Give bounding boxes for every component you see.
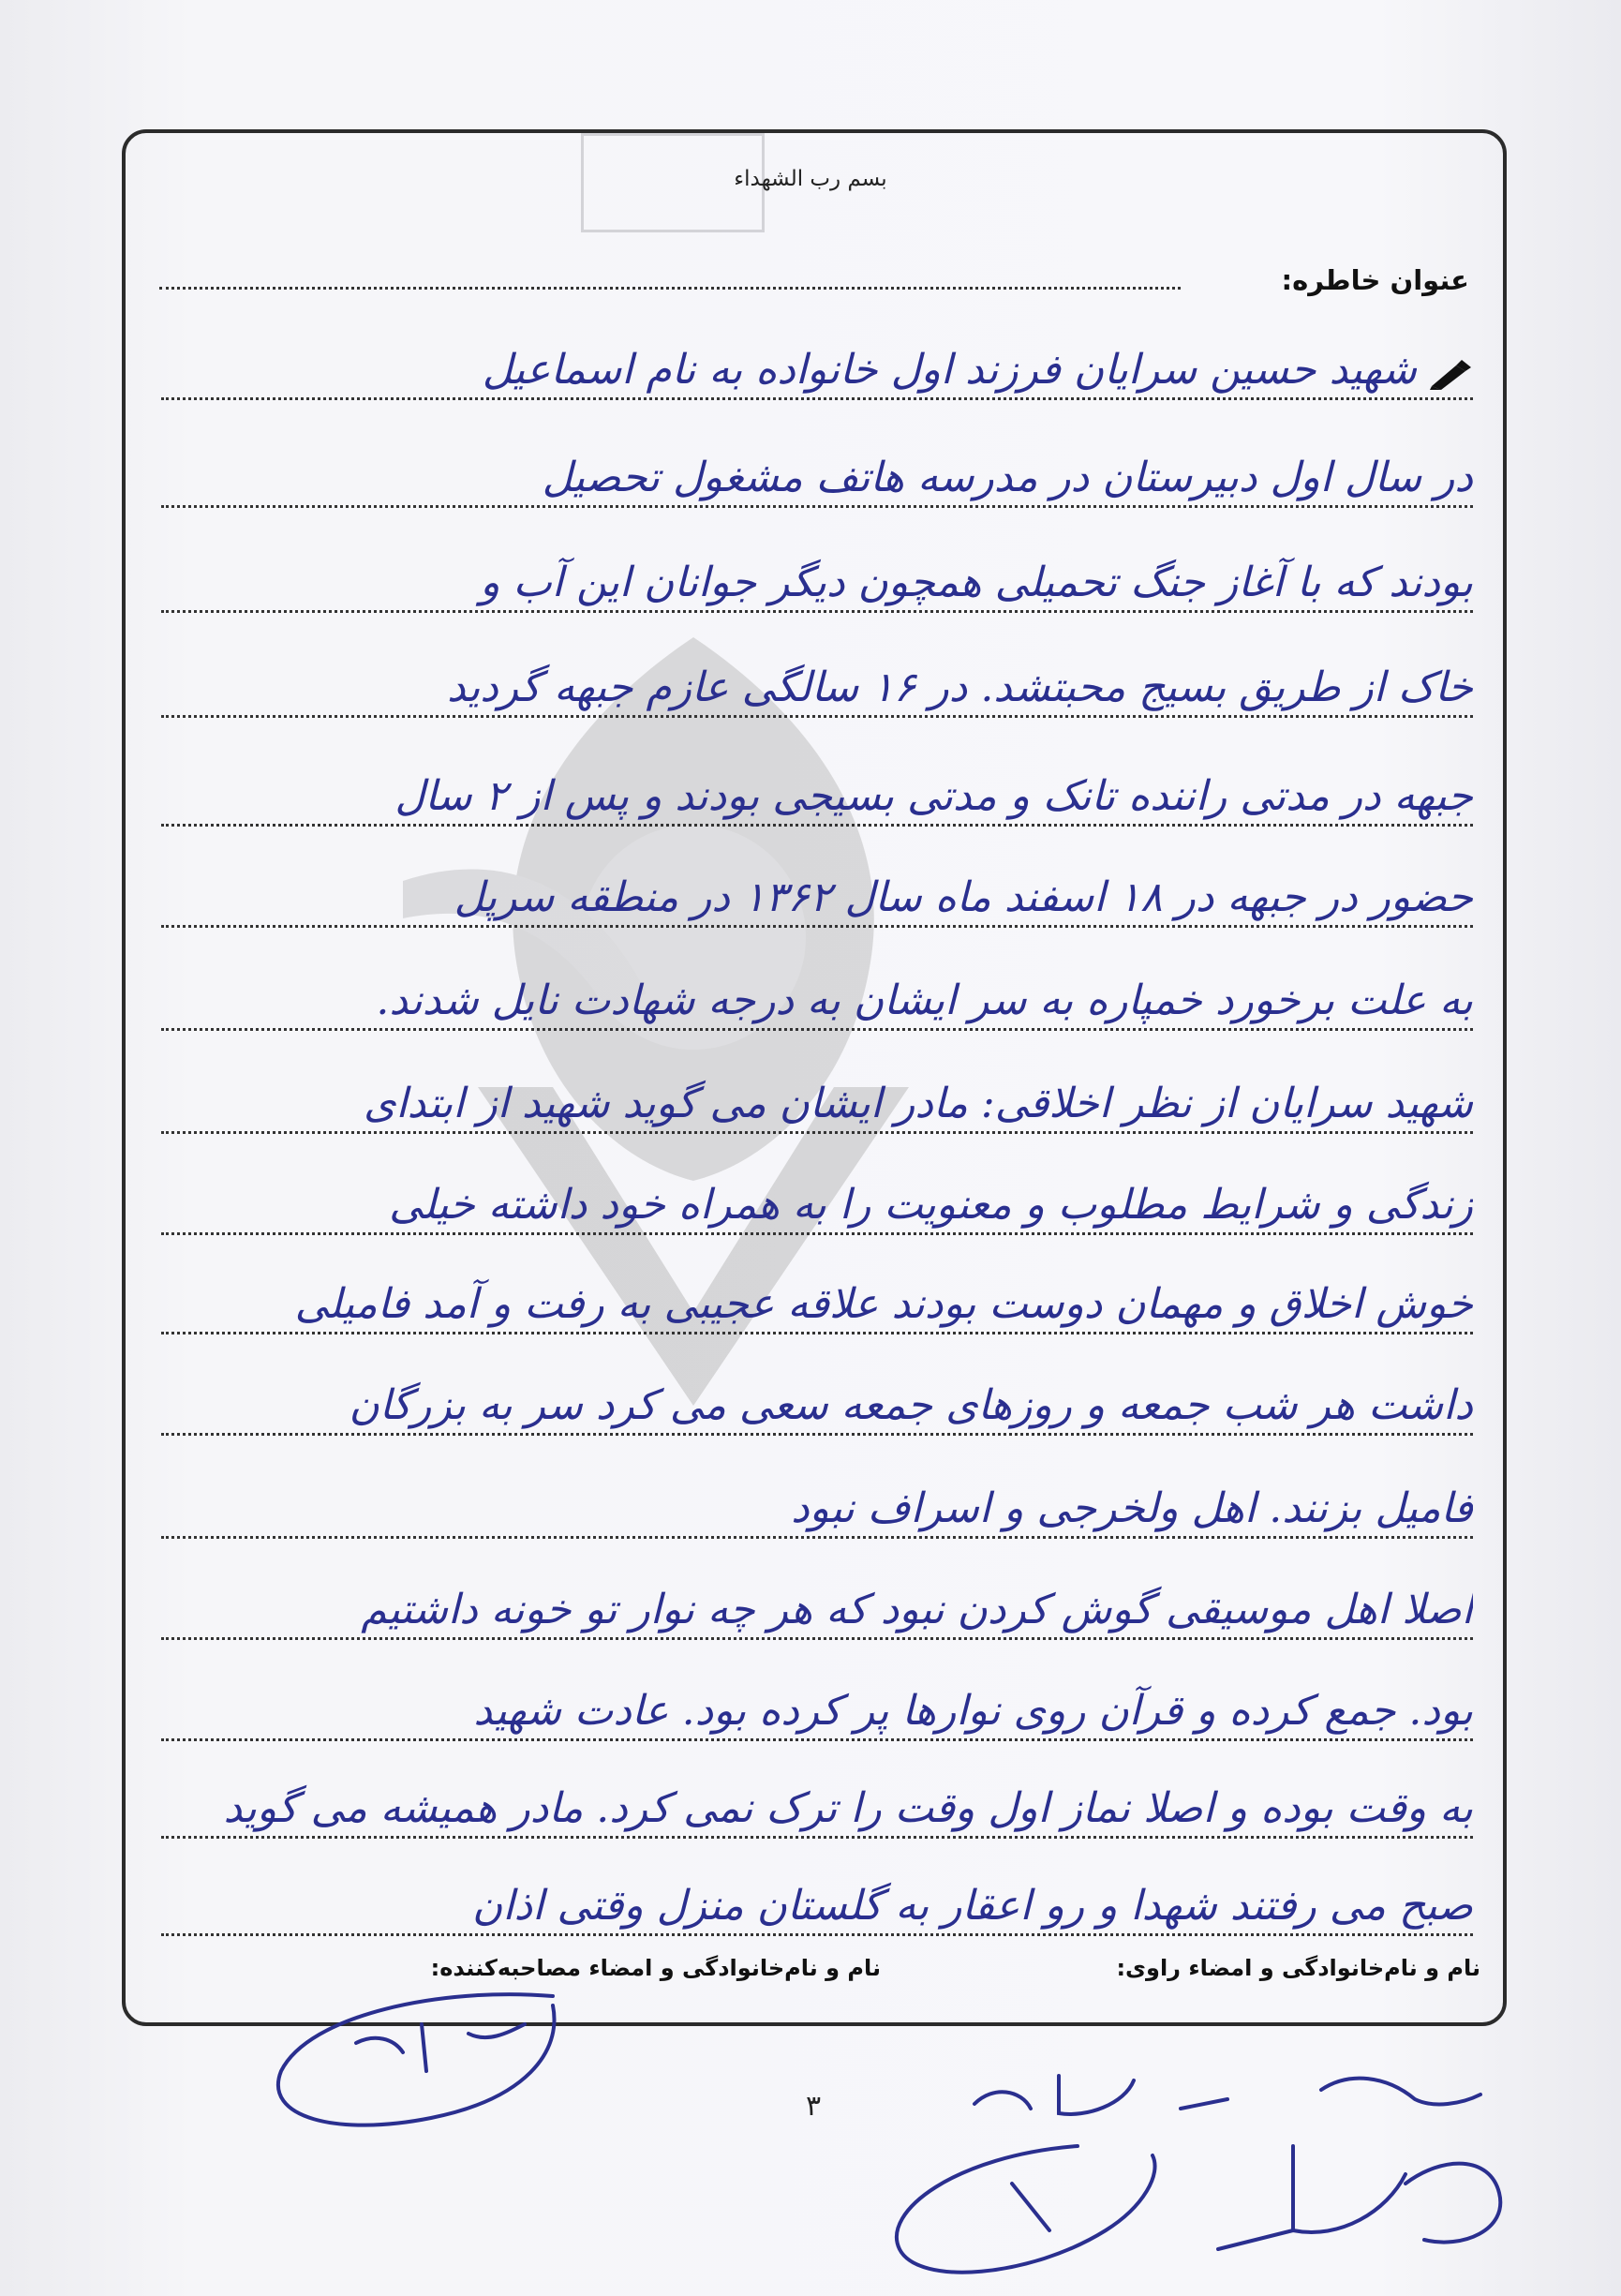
handwritten-text: زندگی و شرایط مطلوب و معنویت را به همراه خود داشته خیلی (389, 1181, 1473, 1229)
handwritten-text: اصلا اهل موسیقی گوش کردن نبود که هر چه نوار تو خونه داشتیم (361, 1586, 1473, 1633)
handwritten-text: حضور در جبهه در ۱۸ اسفند ماه سال ۱۳۶۲ در منطقه سرپل (454, 873, 1473, 921)
text-line (161, 431, 1473, 515)
text-line (161, 1762, 1473, 1846)
text-line (161, 641, 1473, 725)
text-line (161, 954, 1473, 1038)
signature-labels (150, 1955, 1480, 1992)
handwritten-text: صبح می رفتند شهدا و رو اعقار به گلستان منزل وقتی اذان (472, 1882, 1473, 1930)
page-number: ۳ (806, 2090, 822, 2123)
text-line (161, 750, 1473, 834)
handwritten-text: جبهه در مدتی راننده تانک و مدتی بسیجی بودند و پس از ۲ سال (394, 772, 1473, 820)
text-line (161, 1664, 1473, 1749)
handwritten-text: داشت هر شب جمعه و روزهای جمعه سعی می کرد سر به بزرگان (349, 1381, 1473, 1429)
handwritten-text: به وقت بوده و اصلا نماز اول وقت را ترک نمی کرد. مادر همیشه می گوید (223, 1784, 1473, 1832)
handwritten-text: شهید سرایان از نظر اخلاقی: مادر ایشان می گوید شهید از ابتدای (363, 1080, 1473, 1127)
title-dotted-line (159, 287, 1181, 290)
handwritten-text: بودند که با آغاز جنگ تحمیلی همچون دیگر جوانان این آب و (480, 559, 1473, 606)
text-line (161, 1057, 1473, 1141)
interviewer-signature-label: نام و نام‌خانوادگی و امضاء مصاحبه‌کننده: (430, 1955, 881, 1981)
text-line (161, 1462, 1473, 1546)
text-line (161, 1563, 1473, 1647)
handwritten-text: خاک از طریق بسیج محبتشد. در ۱۶ سالگی عازم جبهه گردید (446, 663, 1473, 711)
handwritten-text: به علت برخورد خمپاره به سر ایشان به درجه شهادت نایل شدند. (376, 977, 1473, 1024)
handwritten-text: شهید حسین سرایان فرزند اول خانواده به نام اسماعیل (482, 346, 1417, 394)
handwritten-text: بود. جمع کرده و قرآن روی نوارها پر کرده بود. عادت شهید (473, 1687, 1473, 1735)
handwritten-text: در سال اول دبیرستان در مدرسه هاتف مشغول تحصیل (542, 454, 1473, 501)
text-line (161, 851, 1473, 935)
handwritten-text: فامیل بزنند. اهل ولخرجی و اسراف نبود (791, 1484, 1473, 1532)
handwritten-text: خوش اخلاق و مهمان دوست بودند علاقه عجیبی به رفت و آمد فامیلی (294, 1280, 1473, 1328)
text-line (161, 323, 1473, 408)
text-line (161, 536, 1473, 620)
text-line (161, 1359, 1473, 1443)
narrator-signature-label: نام و نام‌خانوادگی و امضاء راوی: (1116, 1955, 1480, 1981)
text-line (161, 1258, 1473, 1342)
basmala-header: بسم رب الشهداء (734, 167, 887, 191)
text-line (161, 1158, 1473, 1243)
text-line (161, 1859, 1473, 1944)
memory-title-label: عنوان خاطره: (1281, 264, 1469, 296)
